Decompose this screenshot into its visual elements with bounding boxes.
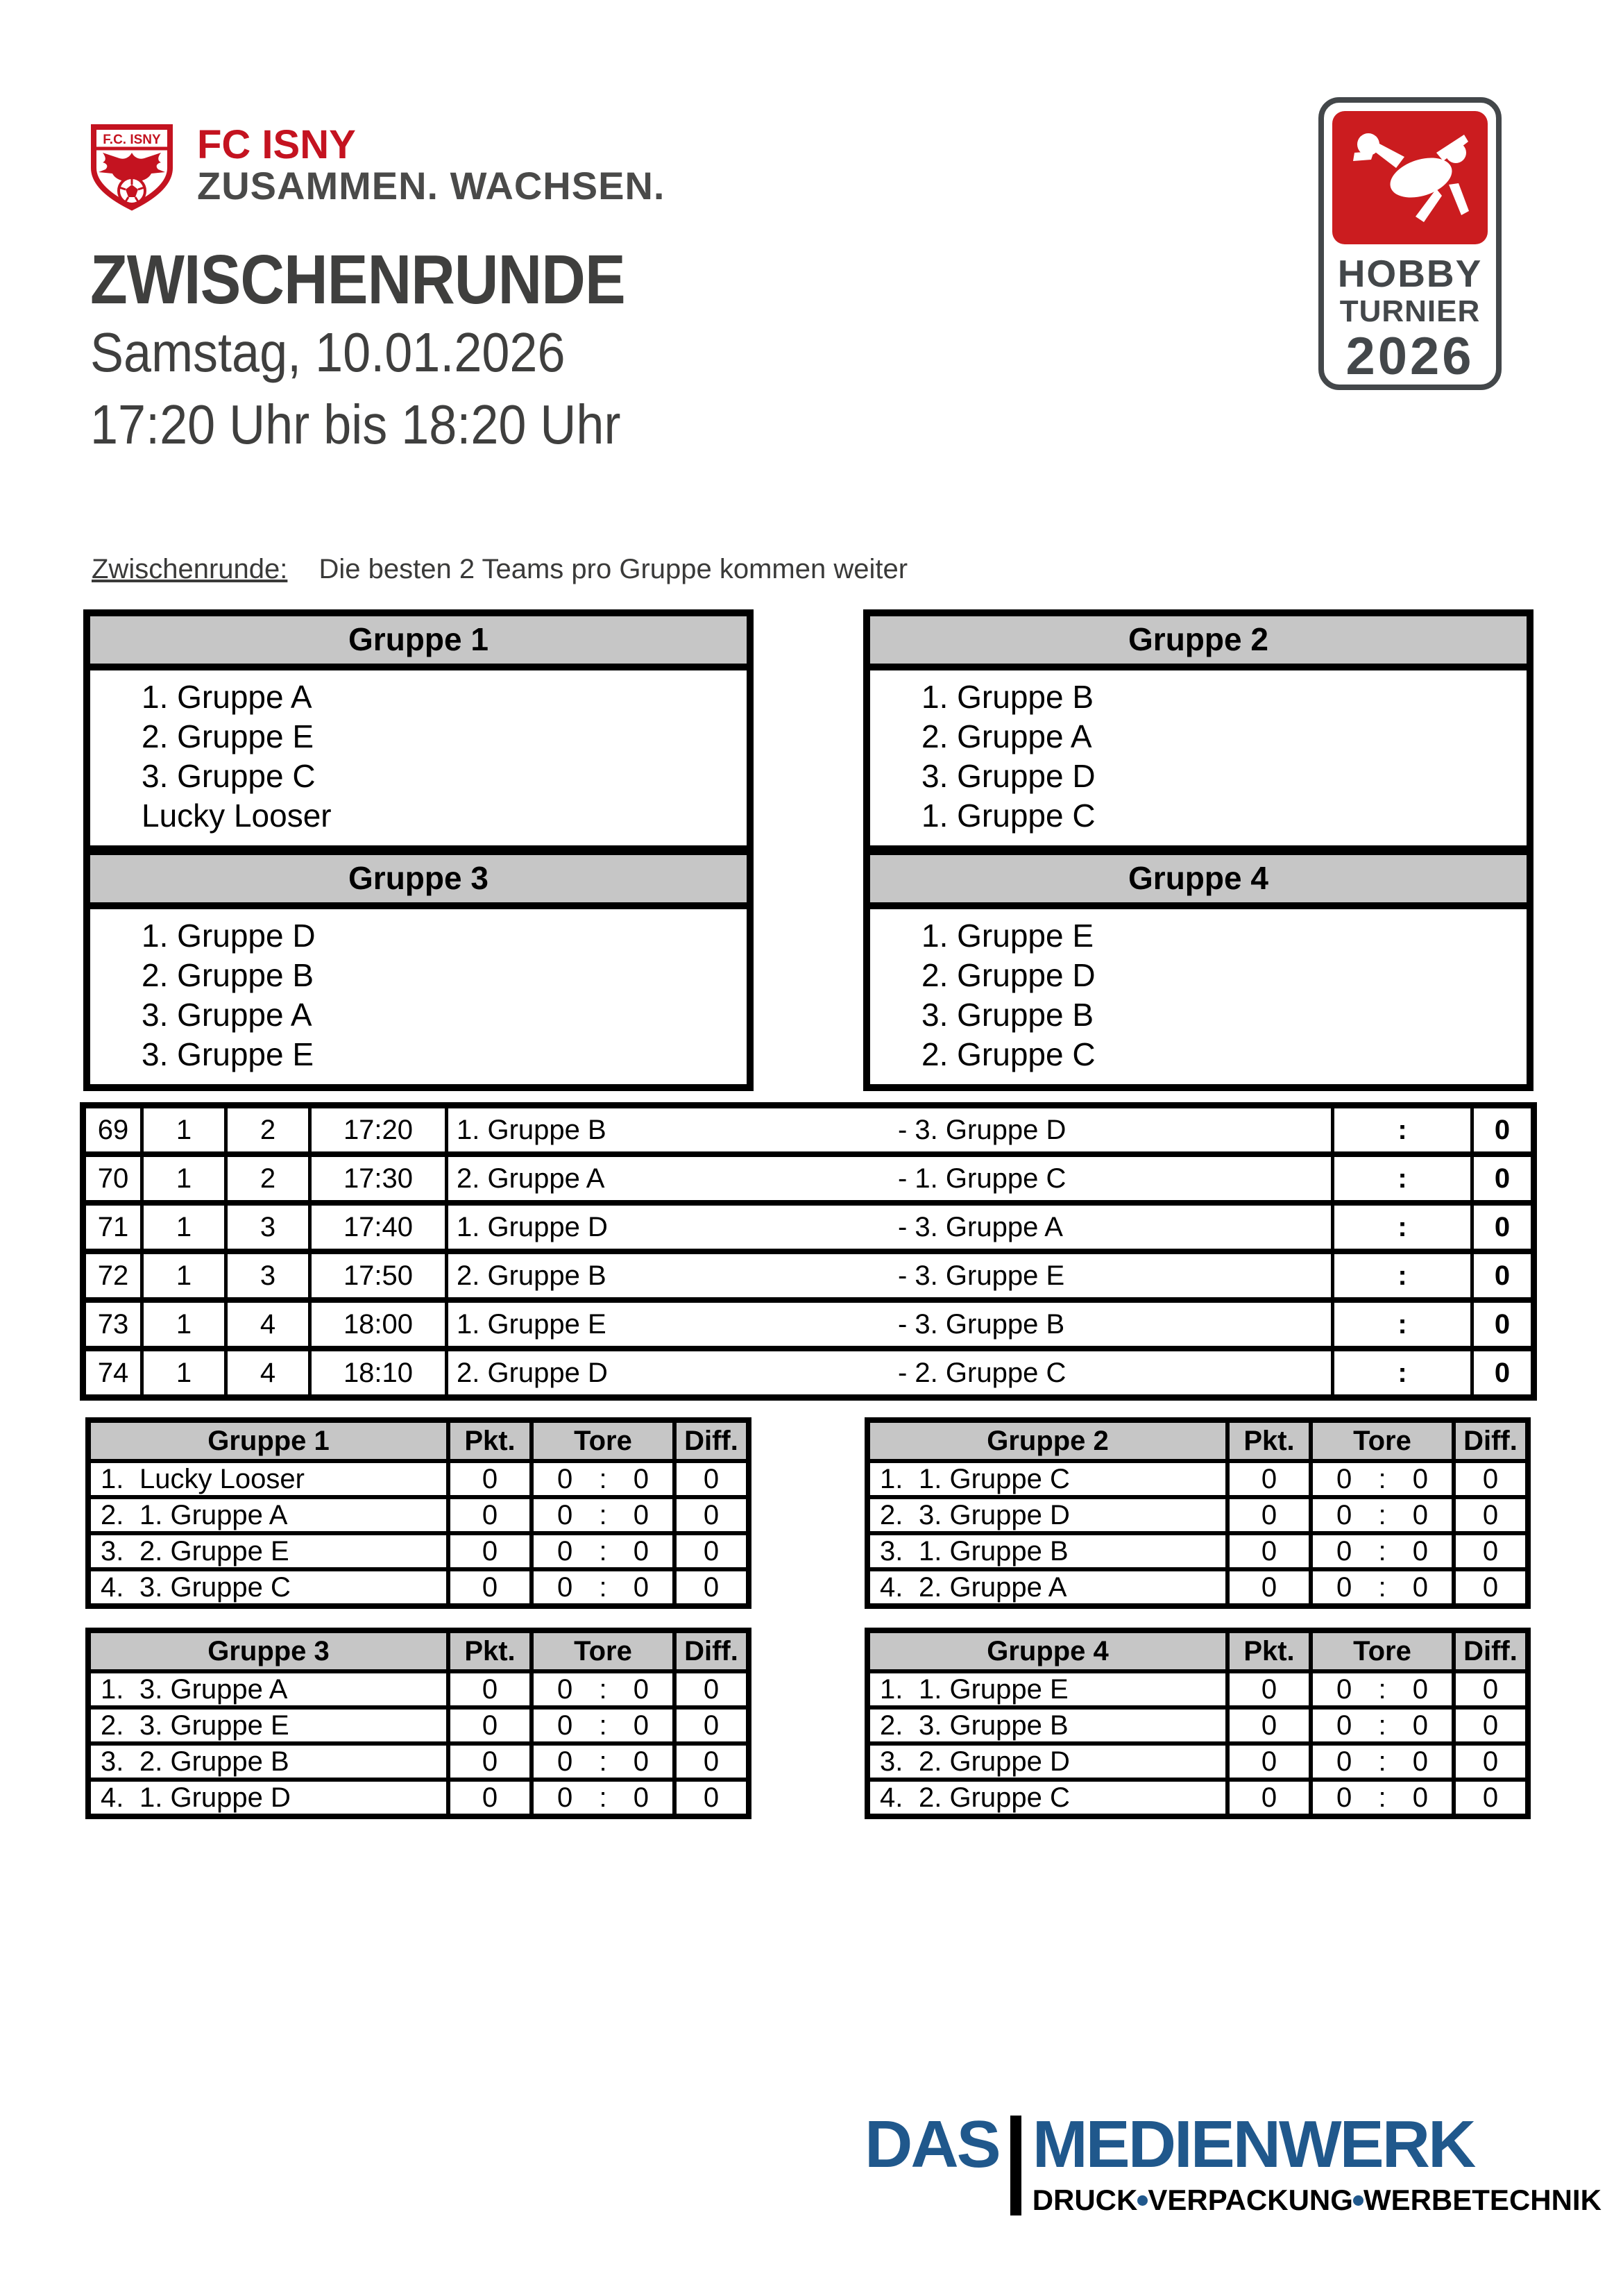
home-team: 1. Gruppe E [457, 1308, 606, 1340]
standings-position: 2. [101, 1710, 124, 1741]
kickoff-time: 17:20 [312, 1108, 445, 1151]
standings-goals-cell [534, 1782, 672, 1814]
club-logo [89, 124, 665, 211]
standings-goals-against: 0 [1412, 1782, 1428, 1813]
score-separator: : [1334, 1254, 1470, 1297]
standings-goals-cell [534, 1673, 672, 1705]
standings-team: 2. Gruppe A [919, 1571, 1067, 1603]
match-teams-cell [448, 1206, 1331, 1249]
standings-position: 3. [101, 1535, 124, 1567]
group-box-header: Gruppe 4 [870, 855, 1527, 909]
standings-header-cell: Diff. [1456, 1423, 1525, 1459]
standings-position: 2. [101, 1499, 124, 1530]
standings-position: 3. [880, 1746, 903, 1777]
match-number: 70 [86, 1157, 140, 1200]
match-col-2: 4 [228, 1303, 308, 1346]
standings-goals-against: 0 [633, 1782, 649, 1813]
score-separator: : [1334, 1351, 1470, 1394]
standings-team-cell [91, 1746, 446, 1778]
standings-header-title: Gruppe 3 [91, 1633, 446, 1669]
standings-points: 0 [1230, 1571, 1309, 1603]
match-col-1: 1 [144, 1254, 224, 1297]
group-team-list [870, 670, 1527, 845]
standings-points: 0 [1230, 1673, 1309, 1705]
standings-diff: 0 [677, 1710, 746, 1741]
standings-goals-against: 0 [633, 1571, 649, 1603]
home-team: 2. Gruppe D [457, 1357, 608, 1388]
standings-position: 3. [880, 1535, 903, 1567]
group-team-item: 2. Gruppe B [142, 957, 314, 993]
match-col-2: 3 [228, 1206, 308, 1249]
score-value: 0 [1474, 1206, 1531, 1249]
standings-goals-for: 0 [557, 1710, 573, 1741]
standings-goals-cell [534, 1463, 672, 1495]
standings-goals-for: 0 [557, 1535, 573, 1567]
goals-separator: : [1378, 1499, 1386, 1530]
standings-team-cell [870, 1499, 1225, 1531]
standings-team-cell [91, 1571, 446, 1603]
standings-header-cell: Diff. [677, 1423, 746, 1459]
standings-diff: 0 [677, 1535, 746, 1567]
match-number: 73 [86, 1303, 140, 1346]
standings-goals-for: 0 [557, 1746, 573, 1777]
standings-points: 0 [450, 1499, 529, 1531]
standings-points: 0 [450, 1710, 529, 1741]
match-col-1: 1 [144, 1303, 224, 1346]
standings-team-cell [870, 1710, 1225, 1741]
standings-goals-against: 0 [633, 1673, 649, 1705]
medienwerk-name: MEDIENWERK [1032, 2107, 1475, 2181]
footer-logo [865, 2107, 1601, 2217]
standings-goals-cell [1313, 1782, 1452, 1814]
group-team-item: 2. Gruppe C [921, 1036, 1096, 1072]
standings-header-cell: Tore [1313, 1423, 1452, 1459]
standings-header-title: Gruppe 2 [870, 1423, 1225, 1459]
group-team-item: 1. Gruppe C [921, 797, 1096, 834]
standings-header-cell: Tore [534, 1633, 672, 1669]
event-date: Samstag, 10.01.2026 [90, 321, 566, 383]
match-number: 69 [86, 1108, 140, 1151]
badge-title-line2: TURNIER [1339, 294, 1481, 328]
standings-goals-cell [534, 1499, 672, 1531]
score-separator: : [1334, 1108, 1470, 1151]
standings-team: 3. Gruppe E [139, 1710, 289, 1741]
page-title: ZWISCHENRUNDE [90, 241, 625, 319]
badge-player-icon [1332, 111, 1488, 244]
standings-points: 0 [450, 1571, 529, 1603]
goals-separator: : [599, 1673, 607, 1705]
standings-team: 1. Gruppe B [919, 1535, 1069, 1567]
group-team-item: 1. Gruppe B [921, 679, 1094, 715]
kickoff-time: 17:40 [312, 1206, 445, 1249]
standings-goals-cell [534, 1746, 672, 1778]
standings-goals-cell [1313, 1535, 1452, 1567]
standings-goals-for: 0 [1336, 1535, 1352, 1567]
standings-team-cell [870, 1782, 1225, 1814]
score-separator: : [1334, 1157, 1470, 1200]
match-number: 72 [86, 1254, 140, 1297]
standings-team: 1. Gruppe D [139, 1782, 291, 1813]
qualifier-group-box-2 [863, 609, 1533, 852]
standings-goals-against: 0 [633, 1746, 649, 1777]
standings-team: 1. Gruppe E [919, 1673, 1069, 1705]
standings-position: 1. [880, 1463, 903, 1494]
event-time: 17:20 Uhr bis 18:20 Uhr [90, 394, 621, 455]
goals-separator: : [1378, 1782, 1386, 1813]
standings-header-cell: Pkt. [1230, 1423, 1309, 1459]
standings-team-cell [870, 1463, 1225, 1495]
score-value: 0 [1474, 1303, 1531, 1346]
standings-points: 0 [450, 1535, 529, 1567]
standings-diff: 0 [1456, 1710, 1525, 1741]
standings-position: 3. [101, 1746, 124, 1777]
title-block [90, 243, 698, 461]
group-team-list [90, 909, 747, 1084]
standings-goals-for: 0 [557, 1463, 573, 1494]
match-teams-cell [448, 1108, 1331, 1151]
group-team-list [870, 909, 1527, 1084]
standings-position: 1. [101, 1463, 124, 1494]
away-team: - 3. Gruppe B [898, 1308, 1065, 1340]
standings-team-cell [91, 1782, 446, 1814]
standings-diff: 0 [677, 1746, 746, 1778]
standings-points: 0 [450, 1673, 529, 1705]
standings-header-cell: Pkt. [1230, 1633, 1309, 1669]
away-team: - 3. Gruppe D [898, 1114, 1067, 1145]
match-col-2: 2 [228, 1108, 308, 1151]
standings-goals-cell [1313, 1673, 1452, 1705]
standings-header-cell: Pkt. [450, 1423, 529, 1459]
club-shield-text: F.C. ISNY [103, 133, 161, 147]
standings-team-cell [91, 1463, 446, 1495]
standings-team-cell [870, 1535, 1225, 1567]
standings-diff: 0 [1456, 1499, 1525, 1531]
badge-year: 2026 [1345, 327, 1475, 386]
goals-separator: : [599, 1710, 607, 1741]
home-team: 1. Gruppe B [457, 1114, 606, 1145]
standings-header-cell: Diff. [677, 1633, 746, 1669]
badge-title-line1: HOBBY [1337, 252, 1483, 295]
standings-goals-against: 0 [633, 1463, 649, 1494]
standings-team-cell [870, 1746, 1225, 1778]
standings-goals-against: 0 [1412, 1710, 1428, 1741]
standings-goals-cell [534, 1710, 672, 1741]
standings-table-2 [865, 1417, 1531, 1609]
standings-goals-for: 0 [557, 1782, 573, 1813]
group-team-item: 2. Gruppe D [921, 957, 1096, 993]
standings-points: 0 [1230, 1463, 1309, 1495]
standings-diff: 0 [1456, 1463, 1525, 1495]
kickoff-time: 17:50 [312, 1254, 445, 1297]
standings-diff: 0 [677, 1463, 746, 1495]
standings-goals-against: 0 [633, 1499, 649, 1530]
standings-position: 2. [880, 1499, 903, 1530]
standings-diff: 0 [677, 1499, 746, 1531]
tagline-word: WERBETECHNIK [1363, 2184, 1601, 2216]
standings-goals-against: 0 [1412, 1463, 1428, 1494]
standings-header-title: Gruppe 1 [91, 1423, 446, 1459]
club-slogan: ZUSAMMEN. WACHSEN. [197, 164, 665, 208]
medienwerk-divider-bar [1010, 2116, 1021, 2215]
standings-goals-for: 0 [557, 1673, 573, 1705]
standings-team: 2. Gruppe D [919, 1746, 1070, 1777]
goals-separator: : [1378, 1571, 1386, 1603]
standings-diff: 0 [677, 1571, 746, 1603]
tournament-badge [1318, 97, 1502, 390]
standings-goals-for: 0 [1336, 1673, 1352, 1705]
standings-team: 2. Gruppe B [139, 1746, 289, 1777]
standings-position: 2. [880, 1710, 903, 1741]
standings-header-cell: Pkt. [450, 1633, 529, 1669]
standings-goals-for: 0 [557, 1499, 573, 1530]
standings-diff: 0 [1456, 1746, 1525, 1778]
tagline-word: VERPACKUNG [1148, 2184, 1353, 2216]
home-team: 1. Gruppe D [457, 1211, 608, 1242]
standings-team: 1. Gruppe C [919, 1463, 1070, 1494]
group-team-item: 3. Gruppe D [921, 758, 1096, 794]
match-col-1: 1 [144, 1351, 224, 1394]
match-col-2: 3 [228, 1254, 308, 1297]
score-value: 0 [1474, 1254, 1531, 1297]
kickoff-time: 17:30 [312, 1157, 445, 1200]
goals-separator: : [1378, 1673, 1386, 1705]
standings-points: 0 [1230, 1499, 1309, 1531]
score-separator: : [1334, 1206, 1470, 1249]
group-team-item: Lucky Looser [142, 797, 332, 834]
standings-goals-against: 0 [1412, 1499, 1428, 1530]
away-team: - 2. Gruppe C [898, 1357, 1067, 1388]
match-col-1: 1 [144, 1157, 224, 1200]
goals-separator: : [599, 1535, 607, 1567]
badge-red-panel [1332, 111, 1488, 244]
goals-separator: : [599, 1746, 607, 1777]
group-team-item: 3. Gruppe A [142, 997, 312, 1033]
tagline-dot-icon [1353, 2195, 1363, 2206]
tagline-dot-icon [1137, 2195, 1148, 2206]
standings-goals-for: 0 [1336, 1746, 1352, 1777]
group-team-item: 2. Gruppe A [921, 718, 1092, 754]
group-team-item: 3. Gruppe B [921, 997, 1094, 1033]
standings-points: 0 [450, 1782, 529, 1814]
standings-goals-cell [1313, 1571, 1452, 1603]
standings-table-4 [865, 1628, 1531, 1819]
medienwerk-das: DAS [865, 2107, 999, 2181]
group-box-header: Gruppe 1 [90, 616, 747, 670]
goals-separator: : [1378, 1710, 1386, 1741]
match-col-2: 4 [228, 1351, 308, 1394]
club-text [197, 122, 665, 211]
away-team: - 3. Gruppe E [898, 1260, 1065, 1291]
standings-team-cell [91, 1535, 446, 1567]
standings-team: 1. Gruppe A [139, 1499, 288, 1530]
standings-table-1 [85, 1417, 751, 1609]
group-box-header: Gruppe 3 [90, 855, 747, 909]
club-name: FC ISNY [197, 122, 356, 167]
kickoff-time: 18:10 [312, 1351, 445, 1394]
goals-separator: : [599, 1571, 607, 1603]
standings-team: 3. Gruppe D [919, 1499, 1070, 1530]
standings-goals-against: 0 [1412, 1746, 1428, 1777]
schedule-table [80, 1102, 1537, 1401]
group-team-item: 3. Gruppe E [142, 1036, 314, 1072]
group-team-item: 2. Gruppe E [142, 718, 314, 754]
standings-goals-for: 0 [1336, 1710, 1352, 1741]
standings-points: 0 [450, 1746, 529, 1778]
standings-position: 4. [880, 1571, 903, 1603]
standings-points: 0 [1230, 1535, 1309, 1567]
match-col-1: 1 [144, 1206, 224, 1249]
standings-goals-cell [1313, 1463, 1452, 1495]
score-value: 0 [1474, 1108, 1531, 1151]
group-team-list [90, 670, 747, 845]
away-team: - 1. Gruppe C [898, 1163, 1067, 1194]
standings-points: 0 [1230, 1746, 1309, 1778]
standings-table-3 [85, 1628, 751, 1819]
standings-diff: 0 [1456, 1673, 1525, 1705]
standings-goals-cell [1313, 1746, 1452, 1778]
standings-diff: 0 [1456, 1782, 1525, 1814]
standings-goals-cell [534, 1535, 672, 1567]
standings-team-cell [91, 1710, 446, 1741]
standings-team: 2. Gruppe C [919, 1782, 1070, 1813]
match-col-1: 1 [144, 1108, 224, 1151]
standings-team-cell [91, 1673, 446, 1705]
qualifier-group-box-4 [863, 848, 1533, 1091]
standings-team: 3. Gruppe C [139, 1571, 291, 1603]
home-team: 2. Gruppe A [457, 1163, 605, 1194]
group-team-item: 1. Gruppe E [921, 918, 1094, 954]
standings-team: 3. Gruppe A [139, 1673, 288, 1705]
medienwerk-right [1032, 2107, 1601, 2217]
standings-goals-for: 0 [1336, 1499, 1352, 1530]
standings-position: 1. [101, 1673, 124, 1705]
goals-separator: : [599, 1782, 607, 1813]
standings-goals-cell [1313, 1499, 1452, 1531]
match-col-2: 2 [228, 1157, 308, 1200]
away-team: - 3. Gruppe A [898, 1211, 1063, 1242]
goals-separator: : [599, 1499, 607, 1530]
standings-goals-against: 0 [633, 1710, 649, 1741]
score-value: 0 [1474, 1157, 1531, 1200]
match-teams-cell [448, 1303, 1331, 1346]
tagline-word: DRUCK [1032, 2184, 1138, 2216]
standings-position: 4. [101, 1782, 124, 1813]
standings-team-cell [870, 1571, 1225, 1603]
standings-header-cell: Tore [1313, 1633, 1452, 1669]
qualifier-group-box-3 [83, 848, 754, 1091]
note-label: Zwischenrunde: [92, 554, 288, 584]
match-teams-cell [448, 1157, 1331, 1200]
match-number: 74 [86, 1351, 140, 1394]
standings-goals-against: 0 [1412, 1673, 1428, 1705]
goals-separator: : [1378, 1746, 1386, 1777]
group-team-item: 3. Gruppe C [142, 758, 316, 794]
goals-separator: : [1378, 1463, 1386, 1494]
standings-goals-for: 0 [1336, 1782, 1352, 1813]
group-team-item: 1. Gruppe D [142, 918, 316, 954]
standings-diff: 0 [1456, 1571, 1525, 1603]
home-team: 2. Gruppe B [457, 1260, 606, 1291]
standings-diff: 0 [1456, 1535, 1525, 1567]
standings-points: 0 [450, 1463, 529, 1495]
standings-header-cell: Diff. [1456, 1633, 1525, 1669]
group-team-item: 1. Gruppe A [142, 679, 312, 715]
standings-header-title: Gruppe 4 [870, 1633, 1225, 1669]
note-text: Die besten 2 Teams pro Gruppe kommen weiter [318, 554, 908, 584]
standings-goals-cell [534, 1571, 672, 1603]
standings-goals-cell [1313, 1710, 1452, 1741]
standings-position: 4. [880, 1782, 903, 1813]
standings-position: 4. [101, 1571, 124, 1603]
standings-diff: 0 [677, 1673, 746, 1705]
standings-goals-for: 0 [557, 1571, 573, 1603]
group-box-header: Gruppe 2 [870, 616, 1527, 670]
standings-diff: 0 [677, 1782, 746, 1814]
qualifier-group-box-1 [83, 609, 754, 852]
goals-separator: : [1378, 1535, 1386, 1567]
standings-goals-against: 0 [1412, 1535, 1428, 1567]
round-note [92, 554, 908, 585]
standings-team: 2. Gruppe E [139, 1535, 289, 1567]
match-number: 71 [86, 1206, 140, 1249]
standings-position: 1. [880, 1673, 903, 1705]
club-shield-icon [89, 124, 175, 211]
match-teams-cell [448, 1254, 1331, 1297]
score-separator: : [1334, 1303, 1470, 1346]
goals-separator: : [599, 1463, 607, 1494]
standings-points: 0 [1230, 1782, 1309, 1814]
standings-team: 3. Gruppe B [919, 1710, 1069, 1741]
standings-goals-against: 0 [1412, 1571, 1428, 1603]
kickoff-time: 18:00 [312, 1303, 445, 1346]
standings-goals-against: 0 [633, 1535, 649, 1567]
standings-team-cell [870, 1673, 1225, 1705]
medienwerk-tagline [1033, 2184, 1601, 2217]
standings-team: Lucky Looser [139, 1463, 305, 1494]
standings-team-cell [91, 1499, 446, 1531]
standings-header-cell: Tore [534, 1423, 672, 1459]
standings-goals-for: 0 [1336, 1463, 1352, 1494]
standings-goals-for: 0 [1336, 1571, 1352, 1603]
standings-points: 0 [1230, 1710, 1309, 1741]
match-teams-cell [448, 1351, 1331, 1394]
score-value: 0 [1474, 1351, 1531, 1394]
